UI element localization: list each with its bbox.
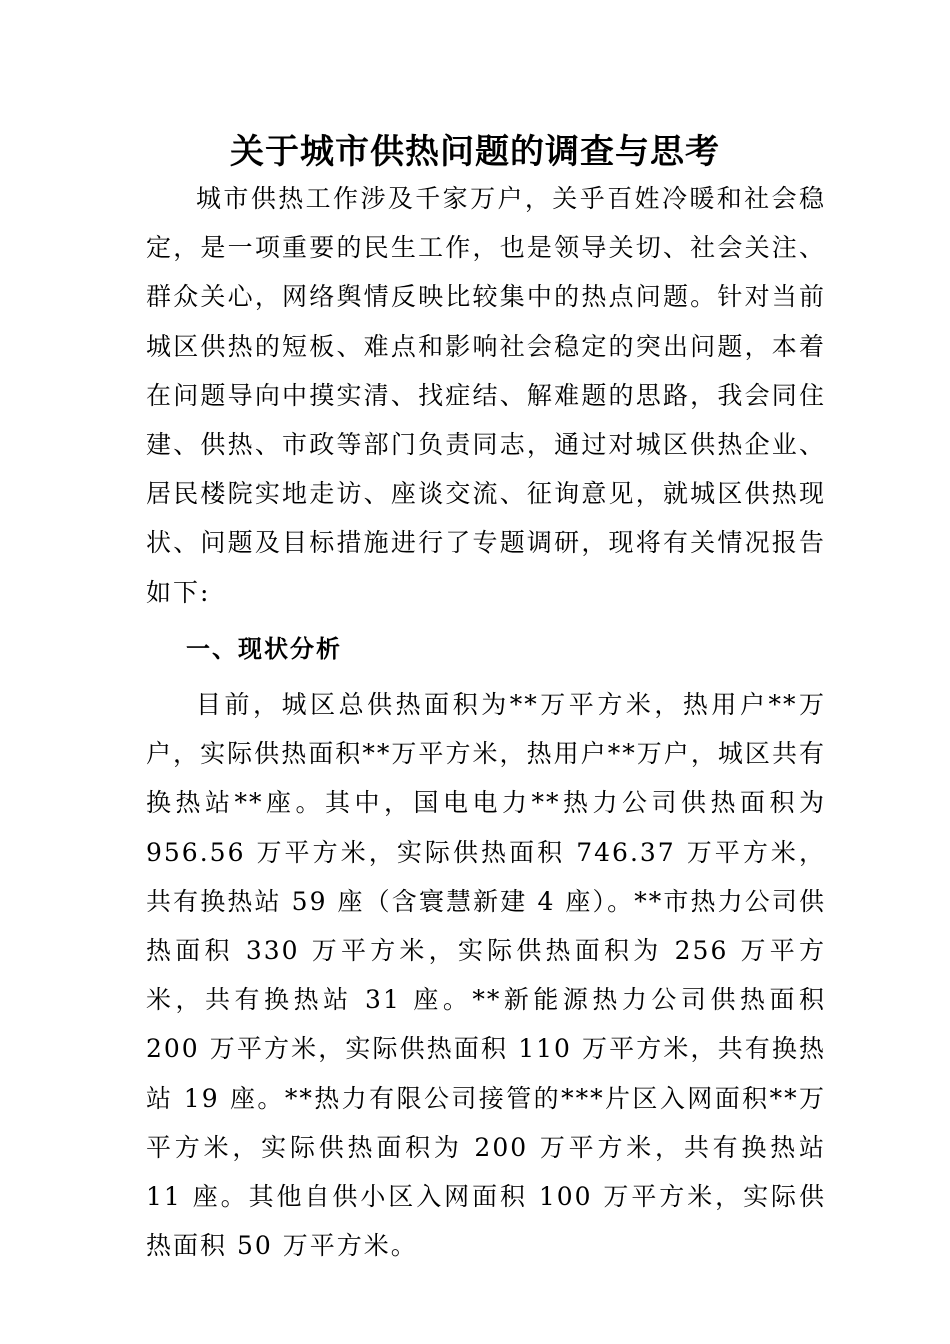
status-analysis-paragraph: 目前，城区总供热面积为**万平方米，热用户**万户，实际供热面积**万平方米，热用户**万户，城区共有换热站**座。其中，国电电力**热力公司供热面积为 956.56 万平方米，实际供热面积 746.37 万平方米，共有换热站 59 座（含寰慧新建 4 座）。**市热力公司供热面积 330 万平方米，实际供热面积为 256 万平方米，共有换热站 31 座。**新能源热力公司供热面积 200 万平方米，实际供热面积 110 万平方米，共有换热站 19 座。**热力有限公司接管的***片区入网面积**万平方米，实际供热面积为 200 万平方米，共有换热站 11 座。其他自供小区入网面积 100 万平方米，实际供热面积 50 万平方米。 bbox=[146, 690, 826, 1261]
document-body bbox=[146, 174, 826, 1270]
document-title: 关于城市供热问题的调查与思考 bbox=[230, 132, 720, 172]
intro-paragraph: 城市供热工作涉及千家万户，关乎百姓冷暖和社会稳定，是一项重要的民生工作，也是领导关切、社会关注、群众关心，网络舆情反映比较集中的热点问题。针对当前城区供热的短板、难点和影响社会稳定的突出问题，本着在问题导向中摸实清、找症结、解难题的思路，我会同住建、供热、市政等部门负责同志，通过对城区供热企业、居民楼院实地走访、座谈交流、征询意见，就城区供热现状、问题及目标措施进行了专题调研，现将有关情况报告如下: bbox=[146, 184, 826, 607]
section-heading-status-analysis: 一、现状分析 bbox=[186, 634, 342, 663]
